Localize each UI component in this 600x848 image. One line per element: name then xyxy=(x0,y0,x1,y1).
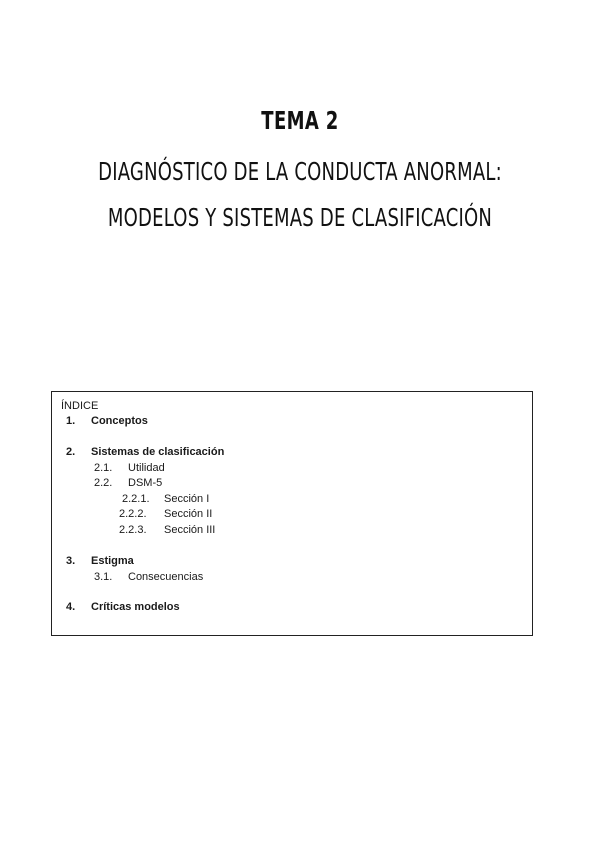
toc-item-sistemas-de-clasificacion: Sistemas de clasificación xyxy=(91,446,225,458)
toc-subitem-number: 3.1. xyxy=(94,571,113,583)
toc-heading: ÍNDICE xyxy=(61,400,99,412)
toc-subsubitem-number: 2.2.2. xyxy=(119,508,147,520)
toc-item-number: 2. xyxy=(66,446,76,458)
toc-subsubitem-number: 2.2.1. xyxy=(122,493,150,505)
toc-subsubitem-number: 2.2.3. xyxy=(119,524,147,536)
toc-subsubitem-seccion-iii: Sección III xyxy=(164,524,216,536)
chapter-title-line-2: MODELOS Y SISTEMAS DE CLASIFICACIÓN xyxy=(107,203,493,232)
toc-item-number: 4. xyxy=(66,601,76,613)
toc-subitem-dsm-5: DSM-5 xyxy=(128,477,163,489)
toc-item-number: 3. xyxy=(66,555,76,567)
toc-subsubitem-seccion-i: Sección I xyxy=(164,493,210,505)
toc-item-number: 1. xyxy=(66,415,76,427)
table-of-contents xyxy=(51,391,533,636)
toc-subitem-number: 2.1. xyxy=(94,462,113,474)
toc-subitem-number: 2.2. xyxy=(94,477,113,489)
toc-subitem-consecuencias: Consecuencias xyxy=(128,571,204,583)
chapter-number: TEMA 2 xyxy=(261,106,339,135)
chapter-title-line-1: DIAGNÓSTICO DE LA CONDUCTA ANORMAL: xyxy=(98,157,502,186)
toc-item-criticas-modelos: Críticas modelos xyxy=(91,601,180,613)
toc-subitem-utilidad: Utilidad xyxy=(128,462,165,474)
toc-subsubitem-seccion-ii: Sección II xyxy=(164,508,213,520)
toc-item-estigma: Estigma xyxy=(91,555,134,567)
toc-item-conceptos: Conceptos xyxy=(91,415,148,427)
